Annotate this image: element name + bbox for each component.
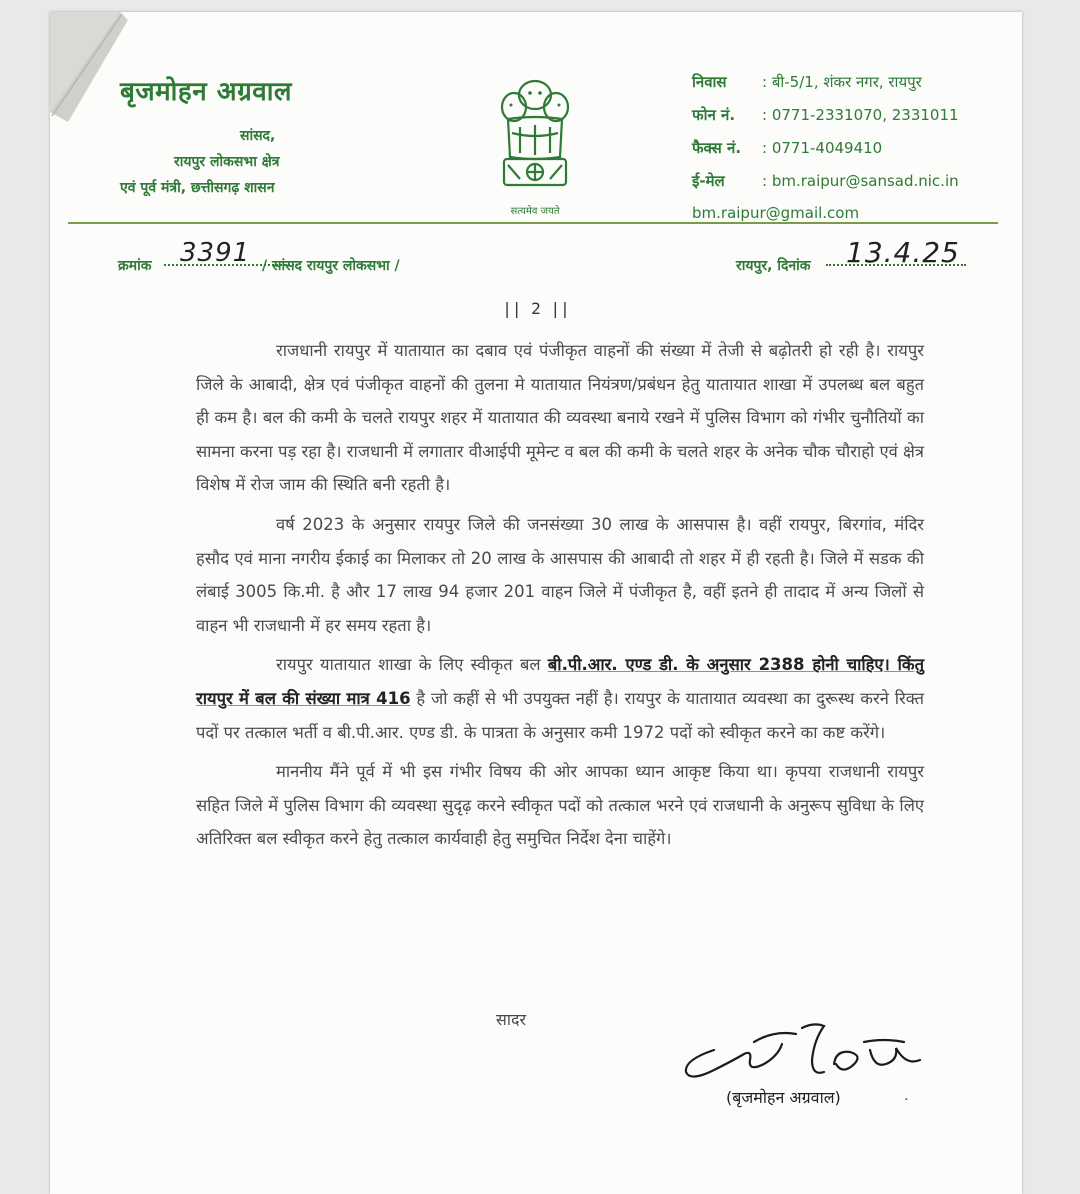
- contact-value: : 0771-2331070, 2331011: [762, 106, 959, 124]
- paragraph-request: माननीय मैंने पूर्व में भी इस गंभीर विषय की ओर आपका ध्यान आकृष्ट किया था। कृपया राजधानी रायपुर सहित जिले में पुलिस विभाग की व्यवस्था सुदृढ़ करने स्वीकृत पदों को तत्काल भरने एवं राजधानी के अनुरूप सुविधा के लिए अतिरिक्त बल स्वीकृत करने हेतु तत्काल कार्यवाही हेतु समुचित निर्देश देना चाहेंगे।: [196, 762, 924, 849]
- contact-fax: [692, 138, 1002, 171]
- highlighted-force-figures: बी.पी.आर. एण्ड डी. के अनुसार 2388 होनी चाहिए। किंतु रायपुर में बल की संख्या मात्र 416: [196, 655, 924, 708]
- sender-constituency: रायपुर लोकसभा क्षेत्र: [174, 154, 280, 170]
- reference-suffix: / सांसद रायपुर लोकसभा /: [262, 258, 400, 274]
- contact-value: : 0771-4049410: [762, 139, 883, 157]
- paragraph-part: है जो कहीं से भी उपयुक्त नहीं है। रायपुर के यातायात व्यवस्था का दुरूस्थ करने रिक्त पदों पर तत्काल भर्ती व बी.पी.आर. एण्ड डी. के पात्रता के अनुसार कमी 1972 पदों को स्वीकृत करने का कष्ट करेंगे।: [196, 688, 924, 742]
- reference-number: 3391: [180, 238, 251, 268]
- national-emblem: [490, 67, 580, 222]
- letter-page: [50, 12, 1022, 1194]
- contact-value: : bm.raipur@sansad.nic.in: [762, 172, 959, 190]
- reference-label: क्रमांक: [118, 258, 152, 274]
- contact-value: : बी-5/1, शंकर नगर, रायपुर: [762, 73, 922, 91]
- letter-date: 13.4.25: [846, 236, 960, 269]
- paragraph-part: रायपुर यातायात शाखा के लिए स्वीकृत बल: [276, 655, 548, 675]
- letter-body: [196, 334, 924, 862]
- contact-email: [692, 171, 1002, 204]
- letterhead-contacts: [692, 72, 1002, 222]
- contact-label: फैक्स नं.: [692, 139, 742, 157]
- contact-label: फोन नं.: [692, 106, 736, 124]
- reference-line: [118, 236, 978, 280]
- contact-label: निवास: [692, 73, 727, 91]
- handwritten-signature: [674, 1020, 934, 1086]
- page-number: || 2 ||: [502, 299, 570, 318]
- letterhead-divider: [68, 222, 998, 224]
- paragraph-population: वर्ष 2023 के अनुसार रायपुर जिले की जनसंख्या 30 लाख के आसपास है। वहीं रायपुर, बिरगांव, मंदिर हसौद एवं माना नगरीय ईकाई का मिलाकर तो 20 लाख के आसपास की आबादी तो शहर में ही रहती है। जिले में सडक की लंबाई 3005 कि.मी. है और 17 लाख 94 हजार 201 वाहन जिले में पंजीकृत है, वहीं इतने ही तादाद में अन्य जिलों से वाहन भी राजधानी में हर समय रहता है।: [196, 514, 924, 635]
- contact-phone: [692, 105, 1002, 138]
- sender-designation: सांसद,: [240, 128, 276, 144]
- signatory-mark: .: [904, 1088, 909, 1104]
- contact-label: ई-मेल: [692, 172, 725, 190]
- emblem-motto: सत्यमेव जयते: [510, 206, 560, 217]
- paragraph-sanctioned-force: [196, 648, 924, 749]
- signatory-name: (बृजमोहन अग्रवाल): [726, 1088, 841, 1107]
- sender-name: बृजमोहन अग्रवाल: [120, 77, 293, 107]
- contact-email-secondary: bm.raipur@gmail.com: [692, 204, 860, 222]
- paragraph-traffic-pressure: राजधानी रायपुर में यातायात का दबाव एवं पंजीकृत वाहनों की संख्या में तेजी से बढ़ोतरी हो रही है। रायपुर जिले के आबादी, क्षेत्र एवं पंजीकृत वाहनों की तुलना मे यातायात नियंत्रण/प्रबंधन हेतु यातायात शाखा में उपलब्ध बल बहुत ही कम है। बल की कमी के चलते रायपुर शहर में यातायात की व्यवस्था बनाये रखने में पुलिस विभाग को गंभीर चुनौतियों का सामना करना पड़ रहा है। राजधानी में लगातार वीआईपी मूमेन्ट व बल की कमी के चलते शहर के अनेक चौक चौराहो एवं क्षेत्र विशेष में रोज जाम की स्थिति बनी रहती है।: [196, 341, 924, 495]
- contact-residence: [692, 72, 1002, 105]
- letterhead-sender: [120, 72, 380, 197]
- date-label: रायपुर, दिनांक: [736, 258, 811, 274]
- closing-salutation: सादर: [496, 1010, 527, 1029]
- ashoka-emblem-icon: [490, 67, 580, 197]
- sender-former-post: एवं पूर्व मंत्री, छत्तीसगढ़ शासन: [120, 180, 275, 196]
